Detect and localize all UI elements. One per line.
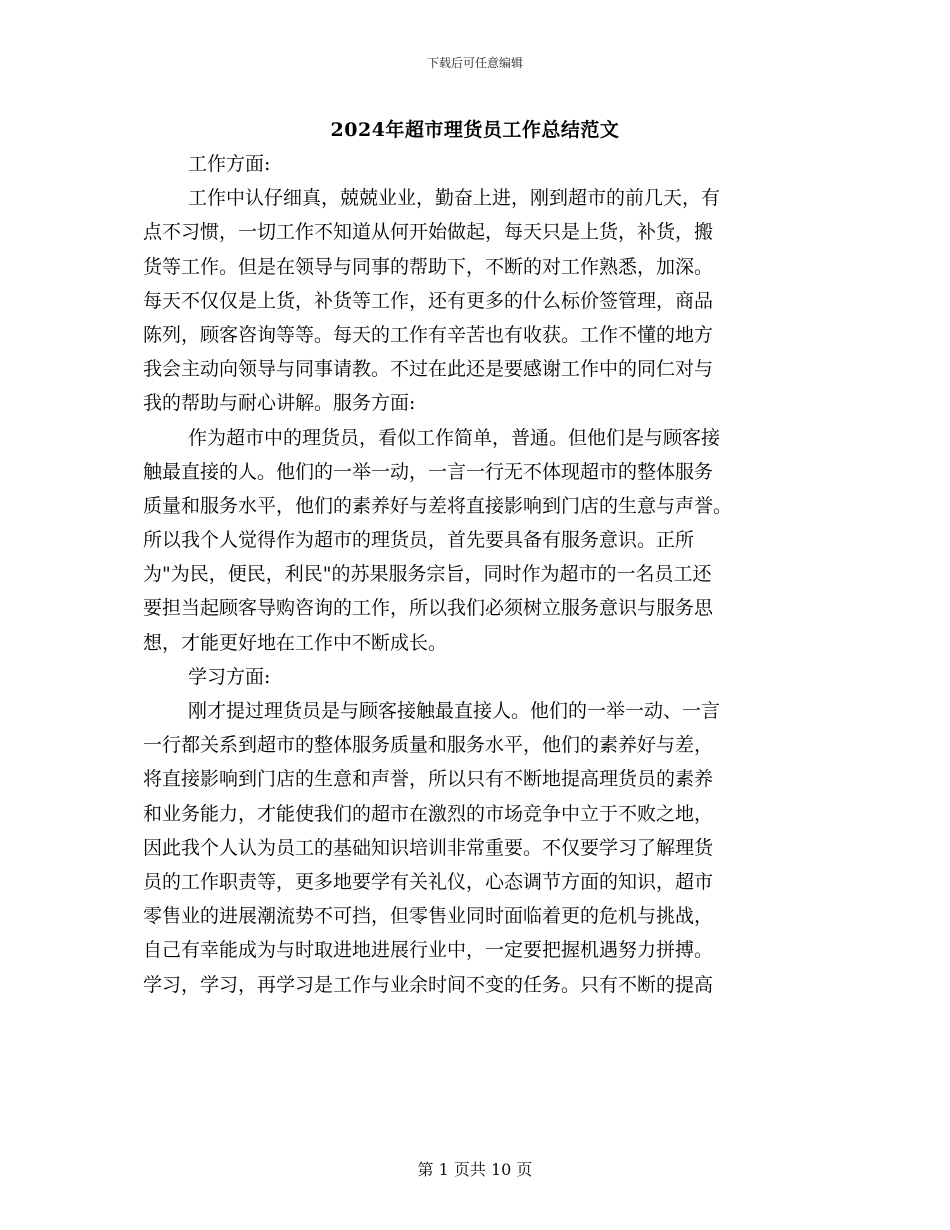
paragraph-line: 员的工作职责等，更多地要学有关礼仪，心态调节方面的知识，超市 [143,870,714,893]
document-title: 2024年超市理货员工作总结范文 [330,119,620,141]
paragraph-line: 要担当起顾客导购咨询的工作，所以我们必须树立服务意识与服务思 [143,597,714,620]
paragraph-line: 工作中认仔细真，兢兢业业，勤奋上进，刚到超市的前几天，有 [188,187,721,210]
page-footer: 第 1 页共 10 页 [417,1160,533,1179]
paragraph-line: 一行都关系到超市的整体服务质量和服务水平，他们的素养好与差， [143,734,714,757]
paragraph-line: 点不习惯，一切工作不知道从何开始做起，每天只是上货，补货，搬 [143,221,714,244]
section-heading-study: 学习方面: [188,665,271,688]
paragraph-line: 想，才能更好地在工作中不断成长。 [143,631,448,654]
header-note: 下载后可任意编辑 [426,56,523,70]
paragraph-line: 货等工作。但是在领导与同事的帮助下，不断的对工作熟悉，加深。 [143,255,714,278]
paragraph-line: 我会主动向领导与同事请教。不过在此还是要感谢工作中的同仁对与 [143,358,714,381]
paragraph-line: 将直接影响到门店的生意和声誉，所以只有不断地提高理货员的素养 [143,768,714,791]
paragraph-line: 自己有幸能成为与时取进地进展行业中，一定要把握机遇努力拼搏。 [143,939,714,962]
paragraph-line: 零售业的进展潮流势不可挡，但零售业同时面临着更的危机与挑战， [143,905,714,928]
paragraph-line: 质量和服务水平，他们的素养好与差将直接影响到门店的生意与声誉。 [143,494,733,517]
paragraph-line: 陈列，顾客咨询等等。每天的工作有辛苦也有收获。工作不懂的地方 [143,323,714,346]
paragraph-line: 和业务能力，才能使我们的超市在激烈的市场竞争中立于不败之地， [143,802,714,825]
paragraph-line: 学习，学习，再学习是工作与业余时间不变的任务。只有不断的提高 [143,973,714,996]
paragraph-line: 所以我个人觉得作为超市的理货员，首先要具备有服务意识。正所 [143,529,695,552]
paragraph-line: 刚才提过理货员是与顾客接触最直接人。他们的一举一动、一言 [188,700,721,722]
paragraph-line: 为"为民，便民，利民"的苏果服务宗旨，同时作为超市的一名员工还 [143,563,712,586]
section-heading-work: 工作方面: [188,153,271,175]
paragraph-line: 每天不仅仅是上货，补货等工作，还有更多的什么标价签管理，商品 [143,289,714,312]
paragraph-line: 作为超市中的理货员，看似工作简单，普通。但他们是与顾客接 [188,426,721,449]
paragraph-line: 因此我个人认为员工的基础知识培训非常重要。不仅要学习了解理货 [143,836,714,859]
document-body [143,147,803,1002]
paragraph-line: 我的帮助与耐心讲解。服务方面: [143,392,416,415]
paragraph-line: 触最直接的人。他们的一举一动，一言一行无不体现超市的整体服务 [143,460,714,483]
